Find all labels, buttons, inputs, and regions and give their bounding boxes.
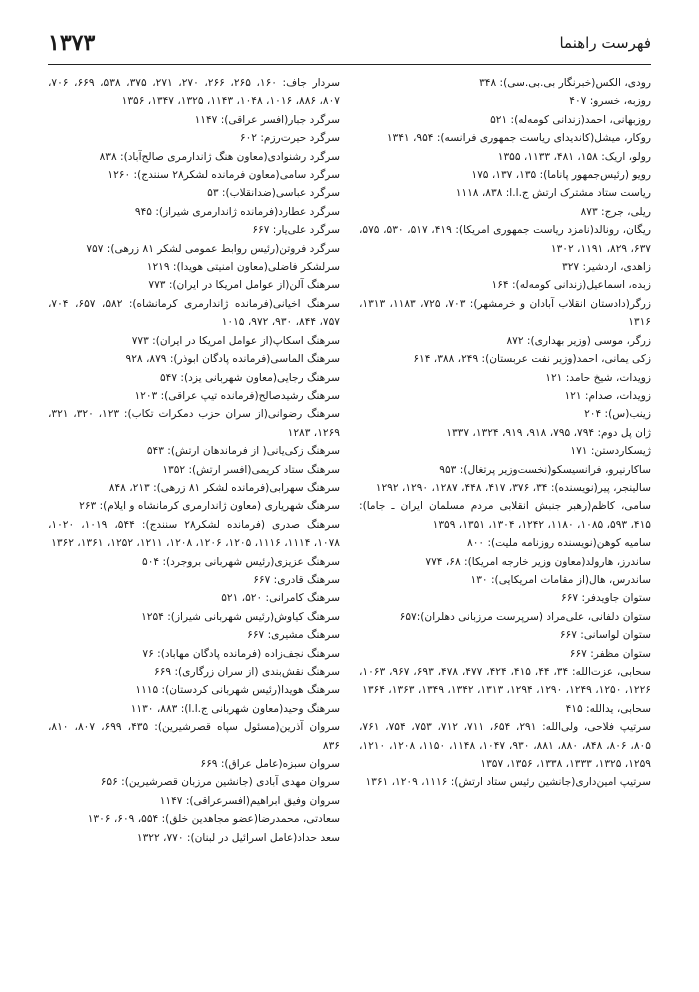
index-entry: ژیسکاردستن: ۱۷۱ <box>570 445 651 458</box>
index-entry: سروان وفیق ابراهیم(افسرعراقی): ۱۱۴۷ <box>159 794 340 807</box>
index-entry: زویدات، شیخ حامد: ۱۲۱ <box>545 371 651 384</box>
index-entry: سالینجر، پیر(نویسنده): ۳۴، ۳۷۶، ۴۱۷، ۴۴۸، ۱۲۸۷، ۱۲۹۰، ۱۲۹۲ <box>375 481 651 494</box>
index-entry: ستوان لواسانی: ۶۶۷ <box>559 629 651 642</box>
index-entry: سحابی، یدالله: ۴۱۵ <box>565 702 651 715</box>
index-entry: سرتیپ امین‌داری(جانشین رئیس ستاد ارتش): ۱۱۱۶، ۱۲۰۹، ۱۳۶۱ <box>365 776 651 789</box>
page-header <box>48 28 651 65</box>
index-entry: زویدات، صدام: ۱۲۱ <box>564 389 651 402</box>
index-entry: سرهنگ قادری: ۶۶۷ <box>253 573 340 586</box>
index-entry: زبده، اسماعیل(زندانی کومه‌له): ۱۶۴ <box>491 279 651 292</box>
page-number: ۱۳۷۳ <box>48 30 96 56</box>
index-entry: سعادتی، محمدرضا(عضو مجاهدین خلق): ۵۵۴، ۶۰۹، ۱۳۰۶ <box>87 813 340 826</box>
index-entry: سرهنگ شهریاری (معاون ژاندارمری کرمانشاه و ایلام): ۲۶۳ <box>79 500 340 513</box>
index-entry: سرتیپ فلاحی، ولی‌الله: ۲۹۱، ۶۵۴، ۷۱۱، ۷۱۲، ۷۵۳، ۷۵۴، ۷۶۱، ۸۰۵، ۸۰۶، ۸۴۸، ۸۸۰، ۸۸۱، ۹۳۰، ۱۰۴۷، ۱۱۴۸، ۱۱۵۰، ۱۲۰۸، ۱۲۱۰، ۱۲۵۹، ۱۳۲۵، ۱۳۳۳، ۱۳۳۸، ۱۳۵۶، ۱۳۵۷ <box>359 721 651 771</box>
index-entry: روزبه، خسرو: ۴۰۷ <box>569 95 651 108</box>
index-entry: سرگرد فروتن(رئیس روابط عمومی لشکر ۸۱ زرهی): ۷۵۷ <box>86 242 340 255</box>
index-entry: ستوان مظفر: ۶۶۷ <box>569 647 651 660</box>
index-entry: سعد حداد(عامل اسرائیل در لبنان): ۷۷۰، ۱۳۲۲ <box>136 831 340 844</box>
index-entry: سامی، کاظم(رهبر جنبش انقلابی مردم مسلمان ایران ـ جاما): ۴۱۵، ۵۹۳، ۱۰۸۵، ۱۱۸۰، ۱۲۴۲، ۱۳۰۴، ۱۳۵۱، ۱۳۵۹ <box>359 500 651 531</box>
index-column-right <box>359 74 651 847</box>
index-entry: ستوان دلفانی، علی‌مراد (سرپرست مرزبانی دهلران):۶۵۷ <box>399 610 651 623</box>
running-title: فهرست راهنما <box>559 34 651 52</box>
index-entry: سرهنگ رضوانی(از سران حزب دمکرات تکاب): ۱۲۳، ۳۲۰، ۳۲۱، ۱۲۶۹، ۱۲۸۳ <box>48 408 340 439</box>
index-entry: سردار جاف: ۱۶۰، ۲۶۵، ۲۶۶، ۲۷۰، ۲۷۱، ۳۷۵، ۵۳۸، ۶۶۹، ۷۰۶، ۸۰۷، ۸۸۶، ۱۰۱۶، ۱۰۴۸، ۱۱۴۳، ۱۳۲۵، ۱۳۴۷، ۱۳۵۶ <box>48 77 340 108</box>
index-entry: سرهنگ نجف‌زاده (فرمانده پادگان مهاباد): ۷۶ <box>142 647 340 660</box>
index-entry: سرگرد رشنوادی(معاون هنگ ژاندارمری صالح‌آباد): ۸۳۸ <box>99 150 340 163</box>
index-entry: ژان پل دوم: ۷۹۴، ۷۹۵، ۹۱۸، ۹۱۹، ۱۳۲۴، ۱۳۳۷ <box>446 426 651 439</box>
index-entry: ریاست ستاد مشترک ارتش ج.ا.ا: ۸۳۸، ۱۱۱۸ <box>455 187 651 200</box>
index-entry: سرهنگ کیاوش(رئیس شهربانی شیراز): ۱۲۵۴ <box>141 610 340 623</box>
index-entry: سرهنگ رجایی(معاون شهربانی یزد): ۵۴۷ <box>159 371 340 384</box>
index-entry: سرهنگ مشیری: ۶۶۷ <box>247 629 340 642</box>
index-entry: ساندرز، هارولد(معاون وزیر خارجه امریکا): ۶۸، ۷۷۴ <box>425 555 651 568</box>
index-entry: سرهنگ ستاد کریمی(افسر ارتش): ۱۳۵۲ <box>162 463 340 476</box>
index-entry: روزبهانی، احمد(زندانی کومه‌له): ۵۲۱ <box>490 113 651 126</box>
index-columns <box>48 74 651 847</box>
index-entry: زاهدی، اردشیر: ۳۲۷ <box>562 261 651 274</box>
index-entry: زکی یمانی، احمد(وزیر نفت عربستان): ۲۴۹، ۳۸۸، ۶۱۴ <box>413 353 651 366</box>
index-entry: سرگرد سامی(معاون فرمانده لشکر۲۸ سنندج): ۱۲۶۰ <box>107 169 340 182</box>
index-entry: ساندرس، هال(از مقامات امریکایی): ۱۳۰ <box>470 573 651 586</box>
index-entry: سرگرد جبار(افسر عراقی): ۱۱۴۷ <box>194 113 340 126</box>
index-entry: زرگر(دادستان انقلاب آبادان و خرمشهر): ۷۰۳، ۷۲۵، ۱۱۸۳، ۱۳۱۳، ۱۳۱۶ <box>359 297 651 329</box>
index-entry: سروان سبزه(عامل عراق): ۶۶۹ <box>200 758 340 771</box>
index-entry: سرهنگ آلن(از عوامل امریکا در ایران): ۷۷۳ <box>148 279 340 292</box>
index-entry: سرهنگ نقش‌بندی (از سران زرگاری): ۶۶۹ <box>154 666 340 678</box>
index-entry: سروان آذرین(مسئول سپاه قصرشیرین): ۴۳۵، ۶۹۹، ۸۰۷، ۸۱۰، ۸۳۶ <box>48 721 340 752</box>
index-entry: سرگرد علی‌یار: ۶۶۷ <box>252 224 340 237</box>
index-entry: سرهنگ الماسی(فرمانده پادگان ابوذر): ۸۷۹، ۹۲۸ <box>125 353 340 366</box>
index-entry: سرهنگ اخیانی(فرمانده ژاندارمری کرمانشاه): ۵۸۲، ۶۵۷، ۷۰۴، ۷۵۷، ۸۴۴، ۹۳۰، ۹۷۲، ۱۰۱۵ <box>48 297 340 329</box>
index-entry: رویو (رئیس‌جمهور پاناما): ۱۳۵، ۱۳۷، ۱۷۵ <box>471 169 651 182</box>
index-entry: سروان مهدی آبادی (جانشین مرزبان قصرشیرین): ۶۵۶ <box>100 776 340 789</box>
index-entry: سرهنگ کامرانی: ۵۲۰، ۵۲۱ <box>221 592 340 605</box>
index-entry: سرهنگ سهرابی(فرمانده لشکر ۸۱ زرهی): ۲۱۳، ۸۴۸ <box>108 481 340 494</box>
index-entry: ریگان، رونالد(نامزد ریاست جمهوری امریکا): ۴۱۹، ۵۱۷، ۵۳۰، ۵۷۵، ۶۳۷، ۸۲۹، ۱۱۹۱، ۱۳۰۲ <box>359 224 651 255</box>
index-entry: سرهنگ رشیدصالح(فرمانده تیپ عراقی): ۱۲۰۳ <box>134 389 340 402</box>
index-entry: سرهنگ صدری (فرمانده لشکر۲۸ سنندج): ۵۴۴، ۱۰۱۹، ۱۰۲۰، ۱۰۷۸، ۱۱۱۴، ۱۱۱۶، ۱۲۰۵، ۱۲۰۶، ۱۲۰۸، ۱۲۱۱، ۱۲۵۲، ۱۳۶۱، ۱۳۶۲ <box>48 518 340 550</box>
index-entry: زینب(س): ۲۰۴ <box>584 408 651 421</box>
index-entry: سرهنگ وحید(معاون شهربانی ج.ا.ا): ۸۸۳، ۱۱۳۰ <box>130 702 340 715</box>
index-entry: سرگرد عطارد(فرمانده ژاندارمری شیراز): ۹۴۵ <box>134 205 340 218</box>
index-entry: ستوان جاویدفر: ۶۶۷ <box>561 592 651 605</box>
index-entry: سحابی، عزت‌الله: ۳۴، ۴۴، ۴۱۵، ۴۲۴، ۴۷۷، ۴۷۸، ۶۹۳، ۹۶۷، ۱۰۶۳، ۱۲۲۶، ۱۲۵۰، ۱۲۴۹، ۱۲۹۰، ۱۲۹۴، ۱۳۱۳، ۱۳۴۲، ۱۳۴۹، ۱۳۶۳، ۱۳۶۴ <box>359 666 651 697</box>
index-entry: سامیه کوهن(نویسنده روزنامه ملیت): ۸۰۰ <box>467 537 651 550</box>
index-entry: سرهنگ هویدا(رئیس شهربانی کردستان): ۱۱۱۵ <box>135 684 340 697</box>
index-column-left <box>48 74 340 847</box>
index-entry: سرگرد عباسی(ضدانقلاب): ۵۳ <box>207 187 340 200</box>
index-entry: سرگرد حیرت‌رزم: ۶۰۲ <box>239 132 340 145</box>
index-entry: ریلی، جرج: ۸۷۳ <box>580 205 651 218</box>
index-entry: ساکارنیرو، فرانسیسکو(نخست‌وزیر پرتغال): ۹۵۳ <box>439 463 651 476</box>
index-entry: رولو، اریک: ۱۵۸، ۴۸۱، ۱۱۳۳، ۱۳۵۵ <box>497 150 651 163</box>
index-entry: سرهنگ زکی‌یانی( از فرماندهان ارتش): ۵۴۳ <box>146 445 340 458</box>
index-entry: سرلشکر فاضلی(معاون امنیتی هویدا): ۱۲۱۹ <box>146 261 340 274</box>
index-entry: سرهنگ عزیزی(رئیس شهربانی بروجرد): ۵۰۴ <box>142 555 340 568</box>
index-entry: روکار، میشل(کاندیدای ریاست جمهوری فرانسه): ۹۵۴، ۱۳۴۱ <box>386 132 651 145</box>
index-entry: رودی، الکس(خبرنگار بی.بی.سی): ۳۴۸ <box>479 77 651 89</box>
index-entry: زرگر، موسی (وزیر بهداری): ۸۷۲ <box>506 334 651 347</box>
index-entry: سرهنگ اسکاپ(از عوامل امریکا در ایران): ۷۷۳ <box>131 334 340 347</box>
